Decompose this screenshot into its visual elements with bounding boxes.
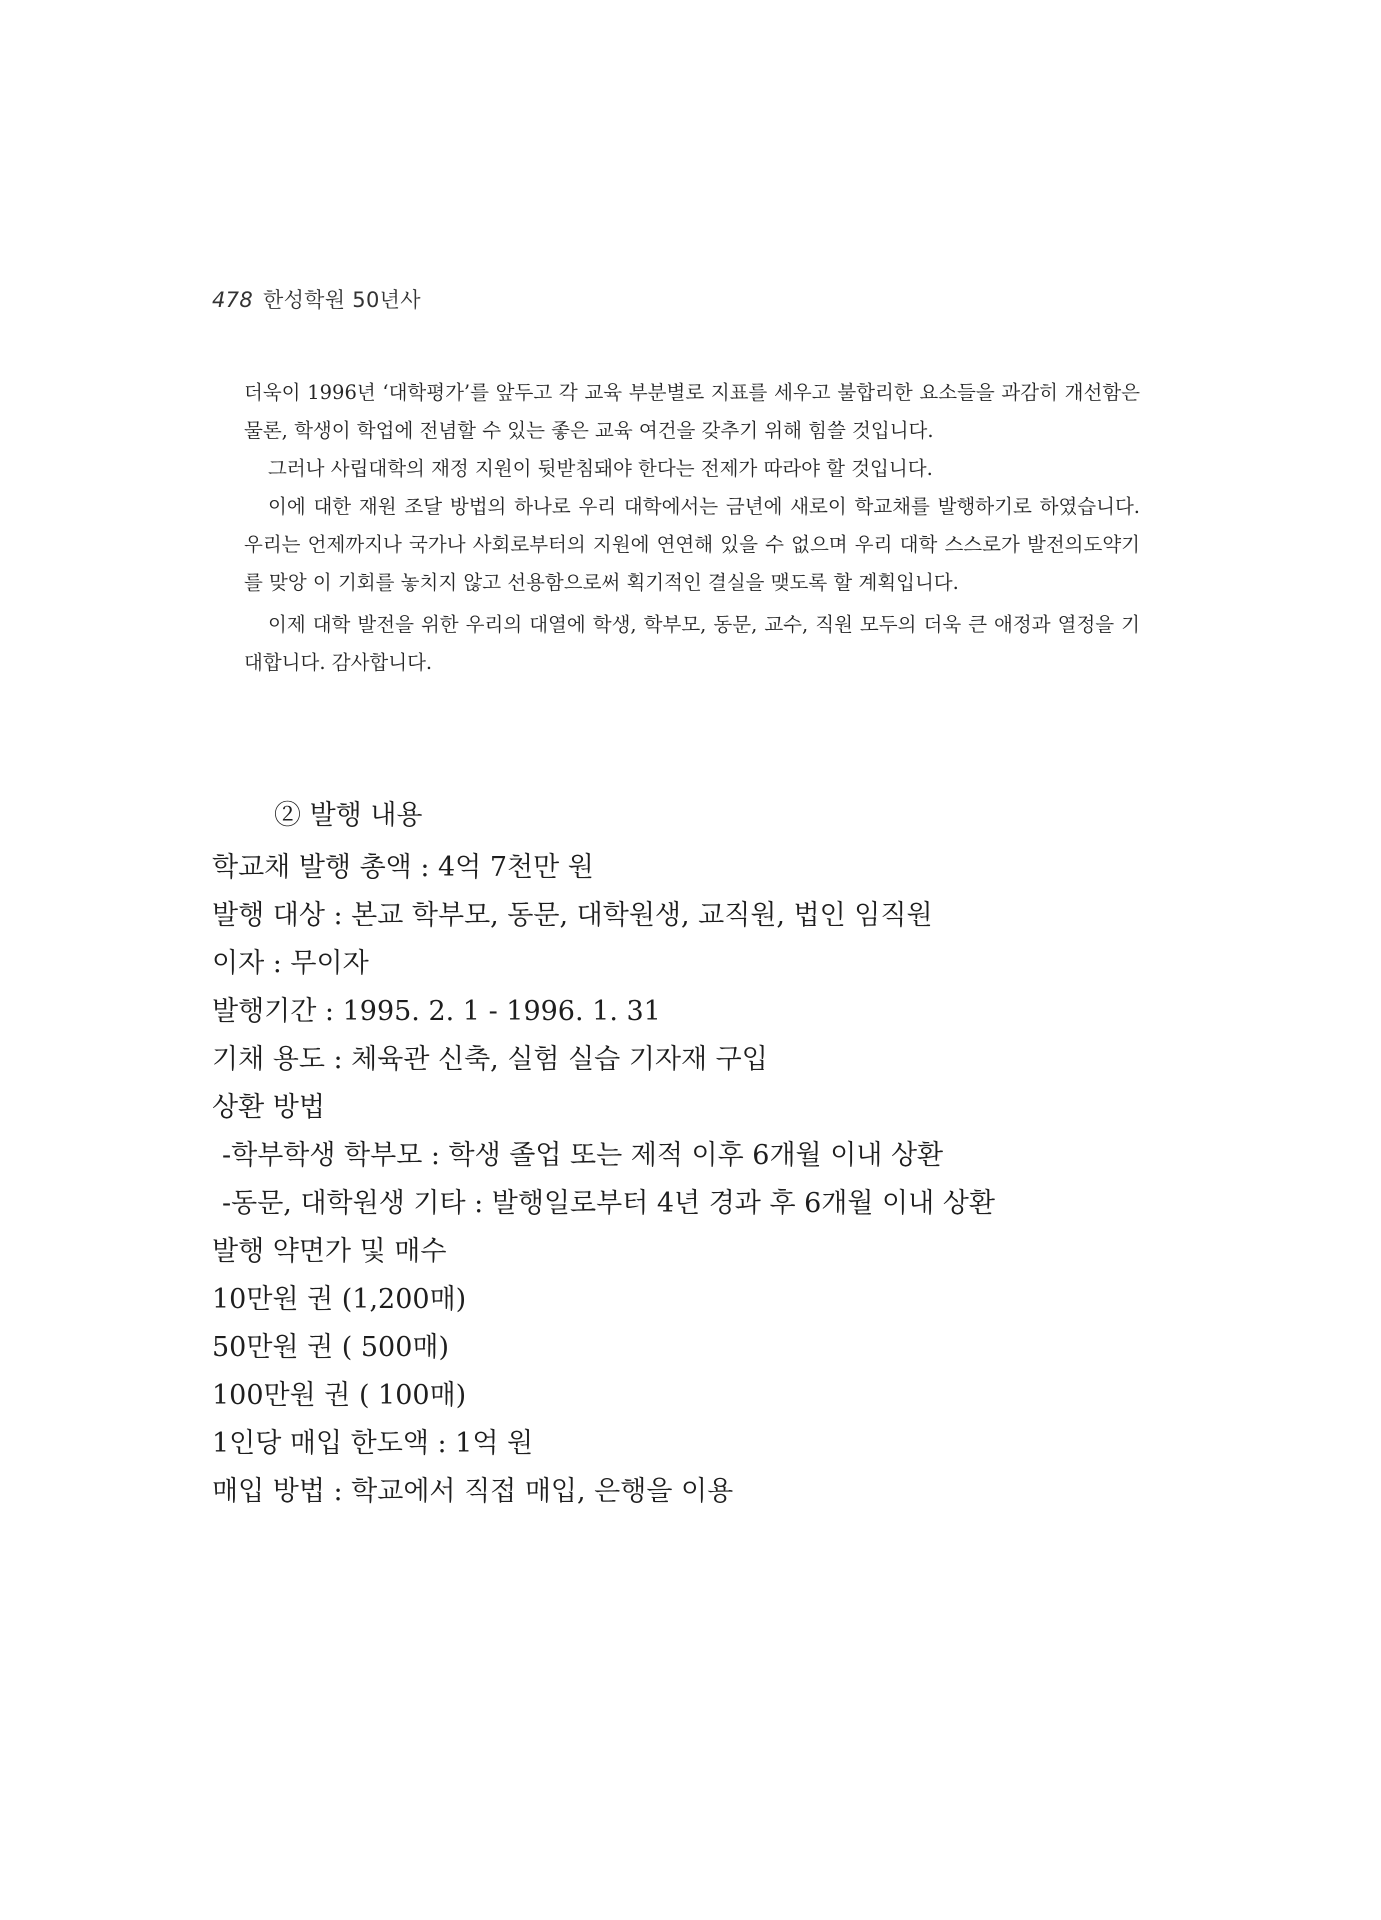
quoted-speech <box>244 374 1140 682</box>
quote-paragraph: 이제 대학 발전을 위한 우리의 대열에 학생, 학부모, 동문, 교수, 직원 모두의 더욱 큰 애정과 열정을 기대합니다. 감사합니다. <box>244 613 1140 674</box>
issuance-details <box>212 792 1162 1516</box>
quote-paragraph: 더욱이 1996년 ‘대학평가’를 앞두고 각 교육 부분별로 지표를 세우고 불합리한 요소들을 과감히 개선함은 물론, 학생이 학업에 전념할 수 있는 좋은 교육 여건을 갖추기 위해 힘쓸 것입니다. <box>244 381 1140 442</box>
detail-line-target: 발행 대상 : 본교 학부모, 동문, 대학원생, 교직원, 법인 임직원 <box>212 900 933 931</box>
detail-line-period: 발행기간 : 1995. 2. 1 - 1996. 1. 31 <box>212 996 661 1027</box>
detail-line-100k: 10만원 권 (1,200매) <box>212 1284 467 1315</box>
page-number: 478 <box>212 288 253 312</box>
detail-line-limit: 1인당 매입 한도액 : 1억 원 <box>212 1428 534 1459</box>
running-header <box>212 284 421 314</box>
detail-line-total: 학교채 발행 총액 : 4억 7천만 원 <box>212 852 594 883</box>
detail-line-purpose: 기채 용도 : 체육관 신축, 실험 실습 기자재 구입 <box>212 1044 768 1075</box>
detail-line-denominations: 발행 약면가 및 매수 <box>212 1236 447 1267</box>
detail-line-repayment-alumni: -동문, 대학원생 기타 : 발행일로부터 4년 경과 후 6개월 이내 상환 <box>222 1188 995 1219</box>
section-heading: ② 발행 내용 <box>274 800 423 831</box>
quote-paragraph: 이에 대한 재원 조달 방법의 하나로 우리 대학에서는 금년에 새로이 학교채를 발행하기로 하였습니다. 우리는 언제까지나 국가나 사회로부터의 지원에 연연해 있을 수 없으며 우리 대학 스스로가 발전의도약기를 맞앙 이 기회를 놓치지 않고 선용함으로써 획기적인 결실을 맺도록 할 계획입니다. <box>244 495 1140 594</box>
quote-paragraph: 그러나 사립대학의 재정 지원이 뒷받침돼야 한다는 전제가 따라야 할 것입니다. <box>268 457 933 480</box>
detail-line-method: 매입 방법 : 학교에서 직접 매입, 은행을 이용 <box>212 1476 734 1507</box>
detail-line-repayment-parents: -학부학생 학부모 : 학생 졸업 또는 제적 이후 6개월 이내 상환 <box>222 1140 944 1171</box>
detail-line-500k: 50만원 권 ( 500매) <box>212 1332 450 1363</box>
detail-line-interest: 이자 : 무이자 <box>212 948 369 979</box>
detail-line-repayment: 상환 방법 <box>212 1092 325 1123</box>
detail-line-1m: 100만원 권 ( 100매) <box>212 1380 467 1411</box>
book-title: 한성학원 50년사 <box>262 288 421 312</box>
